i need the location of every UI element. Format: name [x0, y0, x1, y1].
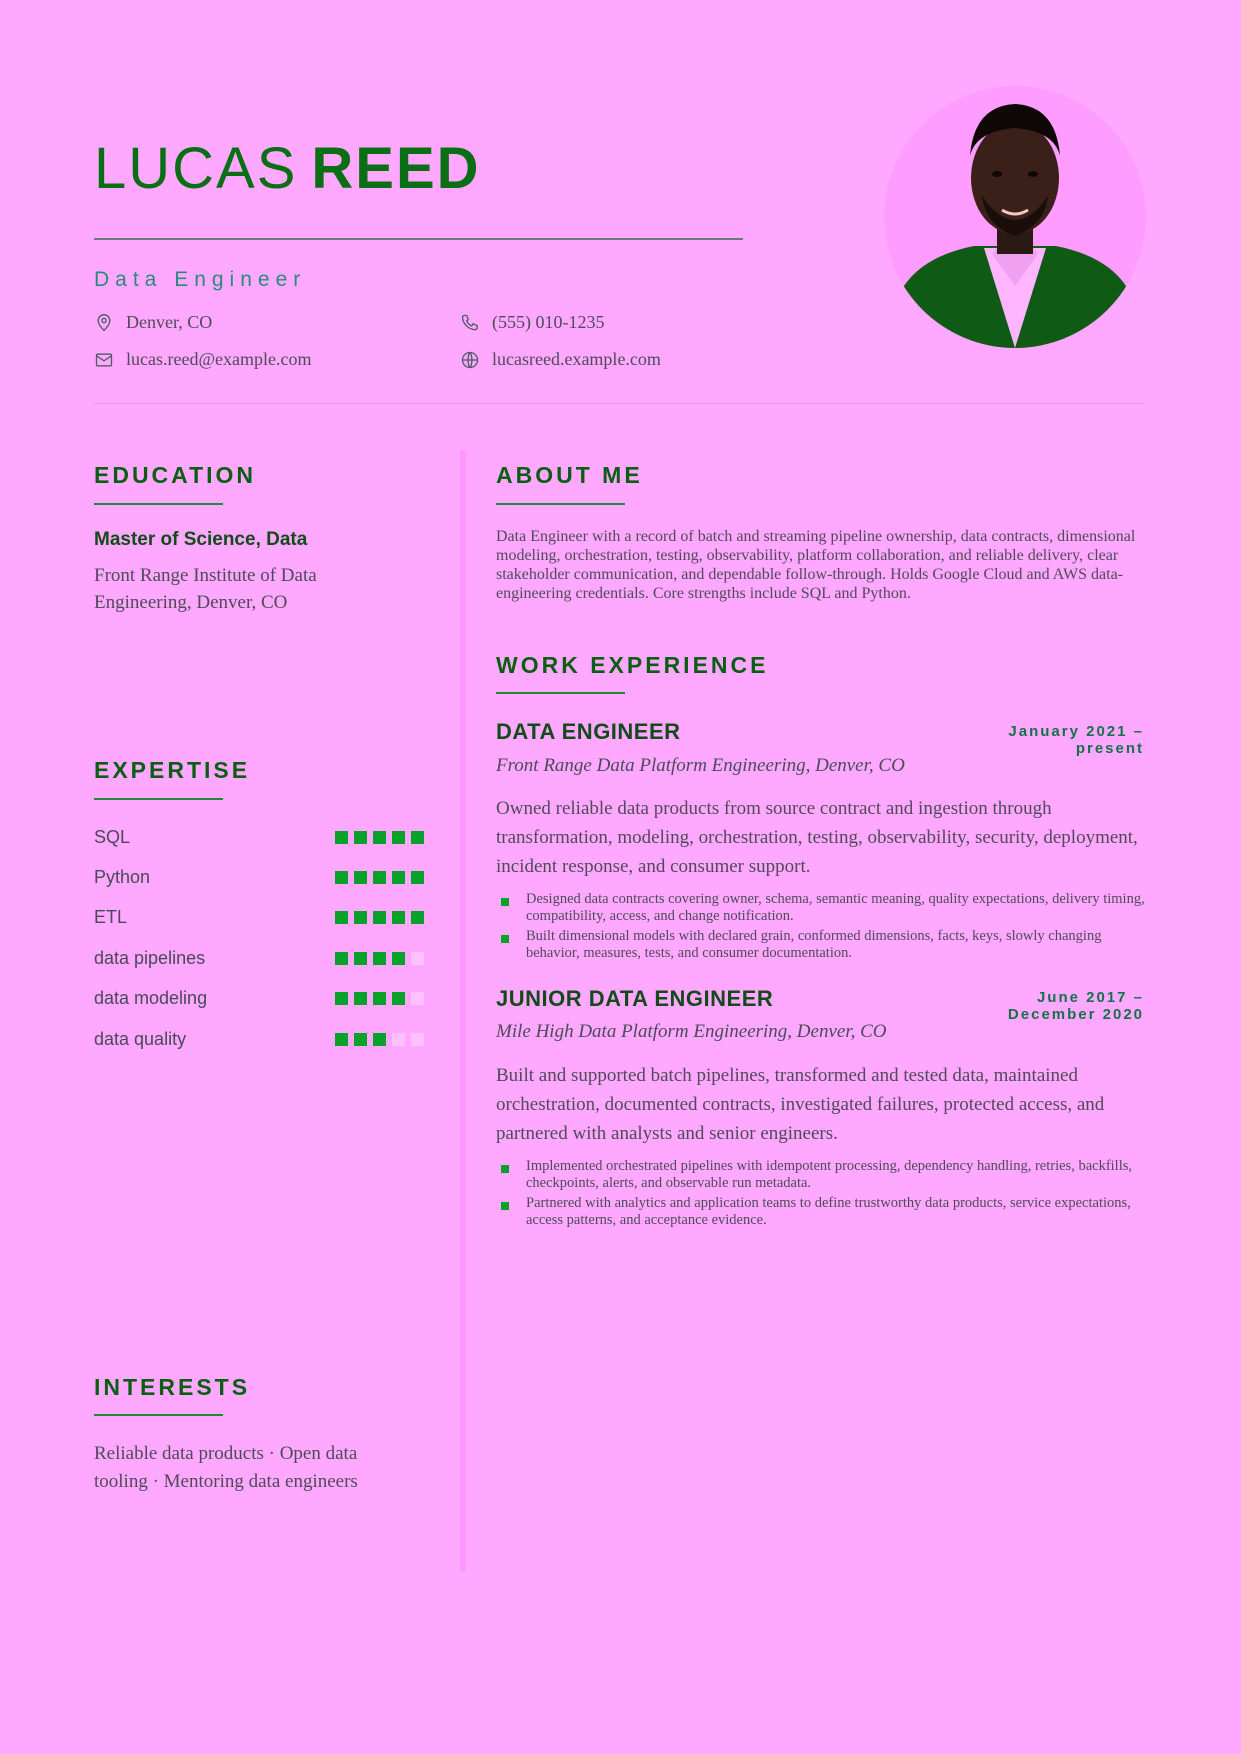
- contact-location: [94, 312, 212, 333]
- phone-text: (555) 010-1235: [492, 312, 605, 332]
- bullet-text: Designed data contracts covering owner, schema, semantic meaning, quality expectations, delivery timing, compatibility, access, and change notification.: [526, 891, 1145, 924]
- portrait-illustration: [884, 86, 1146, 348]
- bullet-text: Built dimensional models with declared grain, conformed dimensions, facts, keys, slowly changing behavior, measures, tests, and consumer documentation.: [526, 928, 1102, 961]
- skill-level-square: [354, 831, 367, 844]
- education-rule: [94, 503, 223, 505]
- skill-level-square: [335, 871, 348, 884]
- experience-heading: WORK EXPERIENCE: [496, 652, 769, 678]
- job-summary: Owned reliable data products from source contract and ingestion through transformation, modeling, orchestration, testing, observability, security, deployment, incident response, and consumer support.: [496, 798, 1138, 877]
- list-item: [496, 1195, 1146, 1229]
- skill-level-square: [335, 952, 348, 965]
- skill-level-square: [411, 992, 424, 1005]
- expertise-heading: EXPERTISE: [94, 757, 251, 783]
- skill-level-square: [335, 992, 348, 1005]
- bullet-text: Partnered with analytics and application teams to define trustworthy data products, service expectations, access patterns, and acceptance evidence.: [526, 1195, 1131, 1228]
- contact-website: [460, 349, 661, 370]
- education-heading: EDUCATION: [94, 462, 257, 488]
- skill-level-square: [392, 1033, 405, 1046]
- bullet-text: Implemented orchestrated pipelines with idempotent processing, dependency handling, retries, backfills, checkpoints, alerts, and observable run metadata.: [526, 1158, 1132, 1191]
- website-text: lucasreed.example.com: [492, 349, 661, 369]
- education-school: Front Range Institute of Data Engineering, Denver, CO: [94, 565, 317, 613]
- skill-name: data quality: [94, 1028, 187, 1049]
- expertise-rule: [94, 798, 223, 800]
- skill-level-square: [392, 831, 405, 844]
- skill-row: [94, 906, 424, 930]
- interests-heading: INTERESTS: [94, 1374, 251, 1400]
- about-heading: ABOUT ME: [496, 462, 643, 488]
- job-company: Front Range Data Platform Engineering, Denver, CO: [496, 755, 905, 776]
- job-dates: January 2021 – present: [1008, 723, 1144, 757]
- name-divider: [94, 238, 743, 240]
- skill-level-square: [335, 831, 348, 844]
- job-bullets: [496, 1158, 1146, 1232]
- skill-level-meter: [335, 871, 424, 884]
- skill-level-meter: [335, 911, 424, 924]
- about-rule: [496, 503, 625, 505]
- skill-level-square: [392, 911, 405, 924]
- experience-rule: [496, 692, 625, 694]
- skill-row: [94, 946, 424, 970]
- skill-level-square: [392, 952, 405, 965]
- skill-level-square: [354, 992, 367, 1005]
- candidate-name: [94, 136, 481, 201]
- skill-name: SQL: [94, 826, 131, 847]
- bullet-square-icon: [501, 898, 509, 906]
- skill-level-square: [411, 1033, 424, 1046]
- job-role: Data Engineer: [94, 268, 307, 291]
- interests-text: Reliable data products · Open data tooling · Mentoring data engineers: [94, 1443, 358, 1492]
- skill-name: Python: [94, 866, 151, 887]
- skill-level-meter: [335, 992, 424, 1005]
- skill-level-square: [373, 911, 386, 924]
- bullet-square-icon: [501, 1165, 509, 1173]
- job-summary: Built and supported batch pipelines, transformed and tested data, maintained orchestration, documented contracts, investigated failures, protected access, and partnered with analysts and senior engineers.: [496, 1065, 1105, 1144]
- education-degree: Master of Science, Data: [94, 529, 308, 550]
- header-divider: [94, 403, 1144, 404]
- skill-level-meter: [335, 1033, 424, 1046]
- skill-level-square: [354, 871, 367, 884]
- skill-row: [94, 865, 424, 889]
- skill-level-square: [411, 952, 424, 965]
- job-title: JUNIOR DATA ENGINEER: [496, 986, 774, 1011]
- skill-level-square: [335, 911, 348, 924]
- skill-level-meter: [335, 952, 424, 965]
- list-item: [496, 891, 1146, 925]
- skill-level-meter: [335, 831, 424, 844]
- skill-row: [94, 825, 424, 849]
- skill-name: data modeling: [94, 988, 208, 1009]
- skill-level-square: [411, 831, 424, 844]
- contact-phone: [460, 312, 604, 333]
- skill-level-square: [373, 831, 386, 844]
- list-item: [496, 928, 1146, 962]
- globe-icon: [460, 350, 480, 370]
- phone-icon: [460, 313, 480, 333]
- job-title: DATA ENGINEER: [496, 719, 681, 744]
- bullet-square-icon: [501, 1202, 509, 1210]
- skill-level-square: [411, 911, 424, 924]
- first-name: LUCAS: [94, 136, 298, 201]
- skill-name: data pipelines: [94, 947, 206, 968]
- skill-row: [94, 987, 424, 1011]
- skill-level-square: [354, 952, 367, 965]
- bullet-square-icon: [501, 935, 509, 943]
- skill-level-square: [392, 992, 405, 1005]
- last-name: REED: [311, 136, 481, 201]
- mail-icon: [94, 350, 114, 370]
- interests-rule: [94, 1414, 223, 1416]
- skill-level-square: [411, 871, 424, 884]
- skill-level-square: [373, 952, 386, 965]
- skill-level-square: [373, 1033, 386, 1046]
- list-item: [496, 1158, 1146, 1192]
- skill-level-square: [354, 911, 367, 924]
- location-text: Denver, CO: [126, 312, 213, 332]
- job-dates: June 2017 – December 2020: [1007, 989, 1144, 1023]
- skill-name: ETL: [94, 907, 128, 928]
- email-text: lucas.reed@example.com: [126, 349, 312, 369]
- skill-row: [94, 1027, 424, 1051]
- contact-email: [94, 349, 312, 370]
- skill-level-square: [373, 871, 386, 884]
- column-divider: [460, 450, 466, 1572]
- profile-photo: [884, 86, 1146, 348]
- job-company: Mile High Data Platform Engineering, Denver, CO: [496, 1021, 887, 1042]
- skill-level-square: [373, 992, 386, 1005]
- about-text: Data Engineer with a record of batch and streaming pipeline ownership, data contracts, dimensional modeling, orchestration, testing, observability, platform collaboration, and reliable delivery, clear stakeholder communication, and dependable follow-through. Holds Google Cloud and AWS data-engineering credentials. Core strengths include SQL and Python.: [496, 528, 1136, 602]
- location-pin-icon: [94, 313, 114, 333]
- skill-level-square: [392, 871, 405, 884]
- skill-level-square: [335, 1033, 348, 1046]
- job-bullets: [496, 891, 1146, 965]
- skill-level-square: [354, 1033, 367, 1046]
